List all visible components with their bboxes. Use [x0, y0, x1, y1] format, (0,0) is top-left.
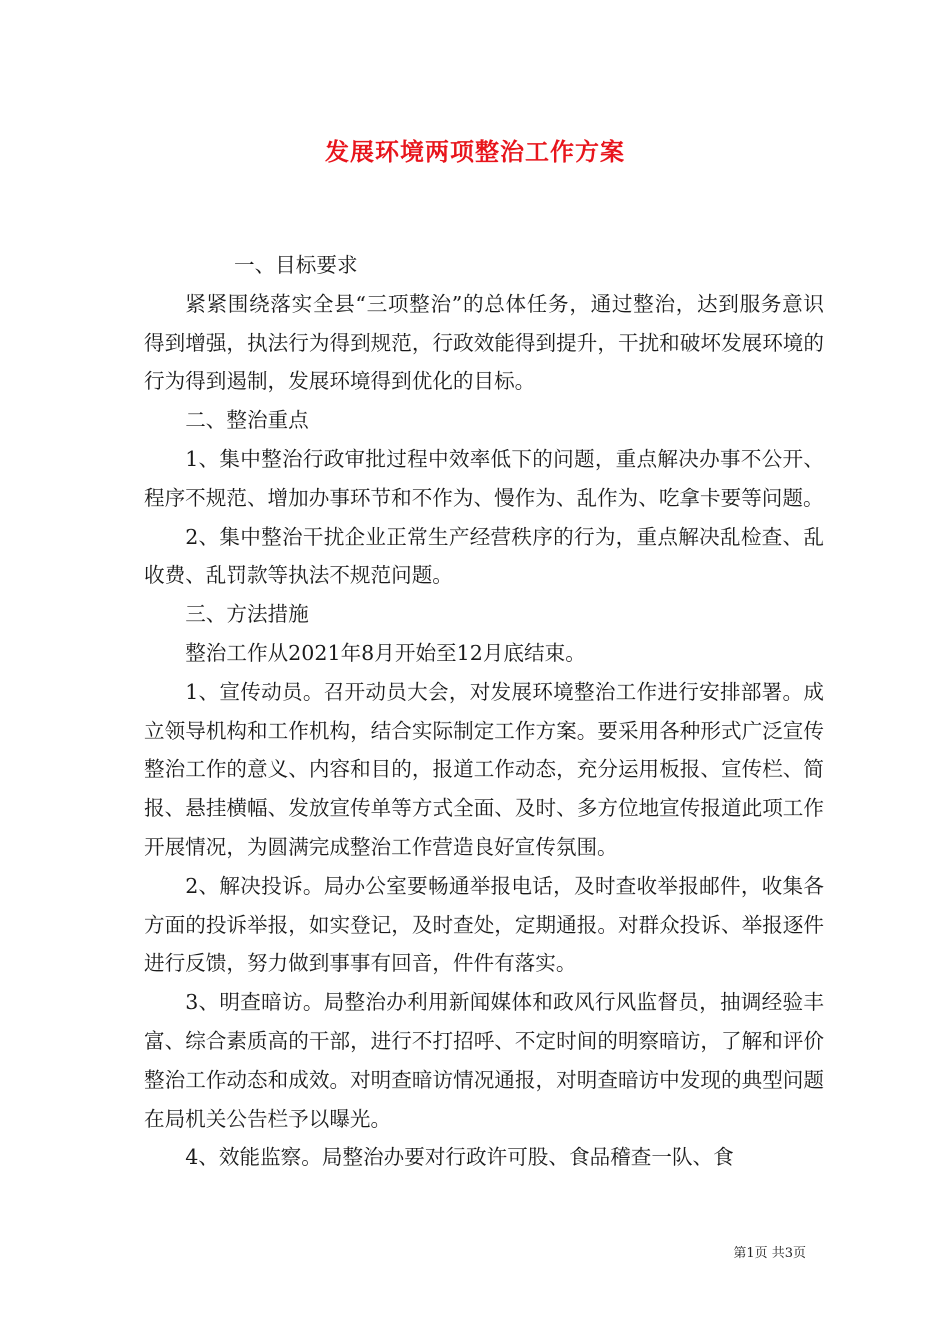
- paragraph-focus-1: 1、集中整治行政审批过程中效率低下的问题，重点解决办事不公开、程序不规范、增加办事环节和不作为、慢作为、乱作为、吃拿卡要等问题。: [144, 446, 824, 510]
- paragraph-method-3: 3、明查暗访。局整治办利用新闻媒体和政风行风监督员，抽调经验丰富、综合素质高的干部，进行不打招呼、不定时间的明察暗访，了解和评价整治工作动态和成效。对明查暗访情况通报，对明查暗访中发现的典型问题在局机关公告栏予以曝光。: [144, 990, 824, 1131]
- document-title: 发展环境两项整治工作方案: [325, 137, 625, 166]
- paragraph-timeline: 整治工作从2021年8月开始至12月底结束。: [185, 640, 586, 665]
- document-body: [144, 246, 824, 1177]
- paragraph-method-1: 1、宣传动员。召开动员大会，对发展环境整治工作进行安排部署。成立领导机构和工作机构，结合实际制定工作方案。要采用各种形式广泛宣传整治工作的意义、内容和目的，报道工作动态，充分运用板报、宣传栏、简报、悬挂横幅、发放宣传单等方式全面、及时、多方位地宣传报道此项工作开展情况，为圆满完成整治工作营造良好宣传氛围。: [144, 679, 824, 859]
- paragraph-method-4: 4、效能监察。局整治办要对行政许可股、食品稽查一队、食: [185, 1145, 734, 1170]
- section-heading-focus: 二、整治重点: [185, 408, 309, 433]
- paragraph-focus-2: 2、集中整治干扰企业正常生产经营秩序的行为，重点解决乱检查、乱收费、乱罚款等执法不规范问题。: [144, 524, 824, 588]
- paragraph-goals: 紧紧围绕落实全县“三项整治”的总体任务，通过整治，达到服务意识得到增强，执法行为得到规范，行政效能得到提升，干扰和破坏发展环境的行为得到遏制，发展环境得到优化的目标。: [144, 291, 824, 394]
- section-heading-methods: 三、方法措施: [185, 602, 309, 627]
- section-heading-goals: 一、目标要求: [234, 253, 358, 277]
- paragraph-method-2: 2、解决投诉。局办公室要畅通举报电话，及时查收举报邮件，收集各方面的投诉举报，如实登记，及时查处，定期通报。对群众投诉、举报逐件进行反馈，努力做到事事有回音，件件有落实。: [144, 873, 824, 976]
- page-number: 第1页 共3页: [733, 1246, 806, 1261]
